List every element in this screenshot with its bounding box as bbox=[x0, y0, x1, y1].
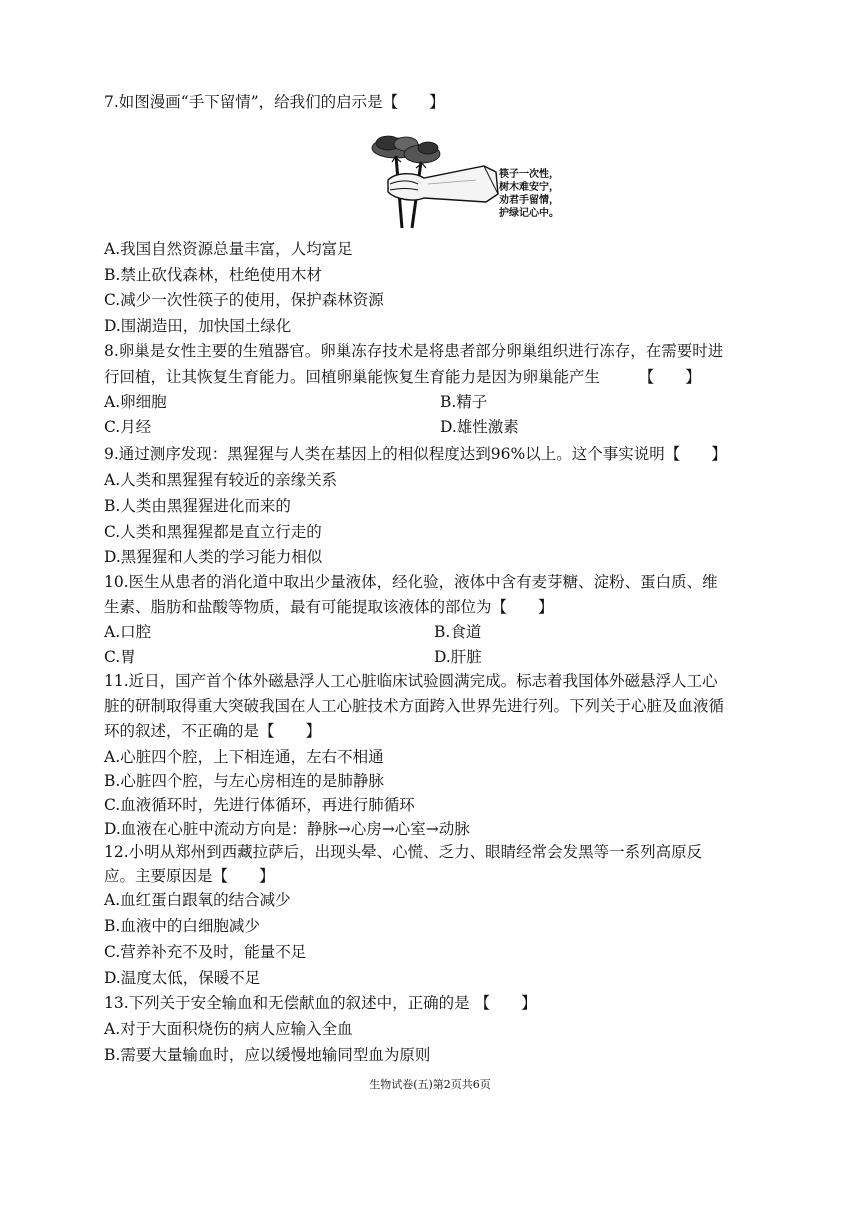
q10-option-c: C.胃 bbox=[104, 648, 136, 666]
q11-option-d: D.血液在心脏中流动方向是：静脉→心房→心室→动脉 bbox=[104, 820, 470, 838]
q9-stem: 9.通过测序发现：黑猩猩与人类在基因上的相似程度达到96%以上。这个事实说明【 】 bbox=[104, 445, 727, 463]
q12-stem-line1: 12.小明从郑州到西藏拉萨后，出现头晕、心慌、乏力、眼睛经常会发黑等一系列高原反 bbox=[104, 843, 703, 861]
q11-stem-line3: 环的叙述，不正确的是【 】 bbox=[104, 722, 322, 740]
q10-option-a: A.口腔 bbox=[104, 623, 152, 641]
q12-option-c: C.营养补充不及时，能量不足 bbox=[104, 943, 307, 961]
q11-stem-line2: 脏的研制取得重大突破我国在人工心脏技术方面跨入世界先进行列。下列关于心脏及血液循 bbox=[104, 697, 725, 715]
q10-stem-line1: 10.医生从患者的消化道中取出少量液体，经化验，液体中含有麦芽糖、淀粉、蛋白质、维 bbox=[104, 573, 718, 591]
q11-stem-line1: 11.近日，国产首个体外磁悬浮人工心脏临床试验圆满完成。标志着我国体外磁悬浮人工心 bbox=[104, 672, 718, 690]
q10-option-b: B.食道 bbox=[434, 623, 482, 641]
q8-stem-line2: 行回植，让其恢复生育能力。回植卵巢能恢复生育能力是因为卵巢能产生 【 】 bbox=[104, 368, 701, 386]
q7-stem: 7.如图漫画“手下留情”，给我们的启示是【 】 bbox=[104, 93, 445, 111]
q12-option-a: A.血红蛋白跟氧的结合减少 bbox=[104, 891, 291, 909]
q10-option-d: D.肝脏 bbox=[434, 648, 482, 666]
q10-stem-line2: 生素、脂肪和盐酸等物质，最有可能提取该液体的部位为【 】 bbox=[104, 598, 554, 616]
q11-option-b: B.心脏四个腔，与左心房相连的是肺静脉 bbox=[104, 772, 384, 790]
q9-option-b: B.人类由黑猩猩进化而来的 bbox=[104, 497, 291, 515]
q8-stem-line1: 8.卵巢是女性主要的生殖器官。卵巢冻存技术是将患者部分卵巢组织进行冻存，在需要时进 bbox=[104, 342, 724, 360]
q9-option-d: D.黑猩猩和人类的学习能力相似 bbox=[104, 548, 323, 566]
q12-option-b: B.血液中的白细胞减少 bbox=[104, 917, 260, 935]
q8-option-d: D.雄性激素 bbox=[440, 418, 519, 436]
q8-option-c: C.月经 bbox=[104, 418, 152, 436]
q13-option-a: A.对于大面积烧伤的病人应输入全血 bbox=[104, 1020, 353, 1038]
q7-option-a: A.我国自然资源总量丰富，人均富足 bbox=[104, 240, 353, 258]
q8-option-a: A.卵细胞 bbox=[104, 393, 167, 411]
q9-option-a: A.人类和黑猩猩有较近的亲缘关系 bbox=[104, 471, 338, 489]
q11-option-c: C.血液循环时，先进行体循环，再进行肺循环 bbox=[104, 796, 415, 814]
page-footer: 生物试卷(五)第2页共6页 bbox=[369, 1078, 491, 1091]
q12-option-d: D.温度太低，保暖不足 bbox=[104, 969, 261, 987]
q7-option-c: C.减少一次性筷子的使用，保护森林资源 bbox=[104, 291, 384, 309]
q11-option-a: A.心脏四个腔，上下相连通，左右不相通 bbox=[104, 748, 384, 766]
q12-stem-line2: 应。主要原因是【 】 bbox=[104, 867, 275, 885]
q7-option-d: D.围湖造田，加快国土绿化 bbox=[104, 317, 292, 335]
q7-option-b: B.禁止砍伐森林，杜绝使用木材 bbox=[104, 266, 322, 284]
q9-option-c: C.人类和黑猩猩都是直立行走的 bbox=[104, 523, 322, 541]
q13-option-b: B.需要大量输血时，应以缓慢地输同型血为原则 bbox=[104, 1046, 431, 1064]
q8-option-b: B.精子 bbox=[440, 393, 488, 411]
cartoon-caption: 筷子一次性， 树木难安宁， 劝君手留情， 护绿记心中。 bbox=[499, 169, 559, 219]
q13-stem: 13.下列关于安全输血和无偿献血的叙述中，正确的是 【 】 bbox=[104, 994, 537, 1012]
